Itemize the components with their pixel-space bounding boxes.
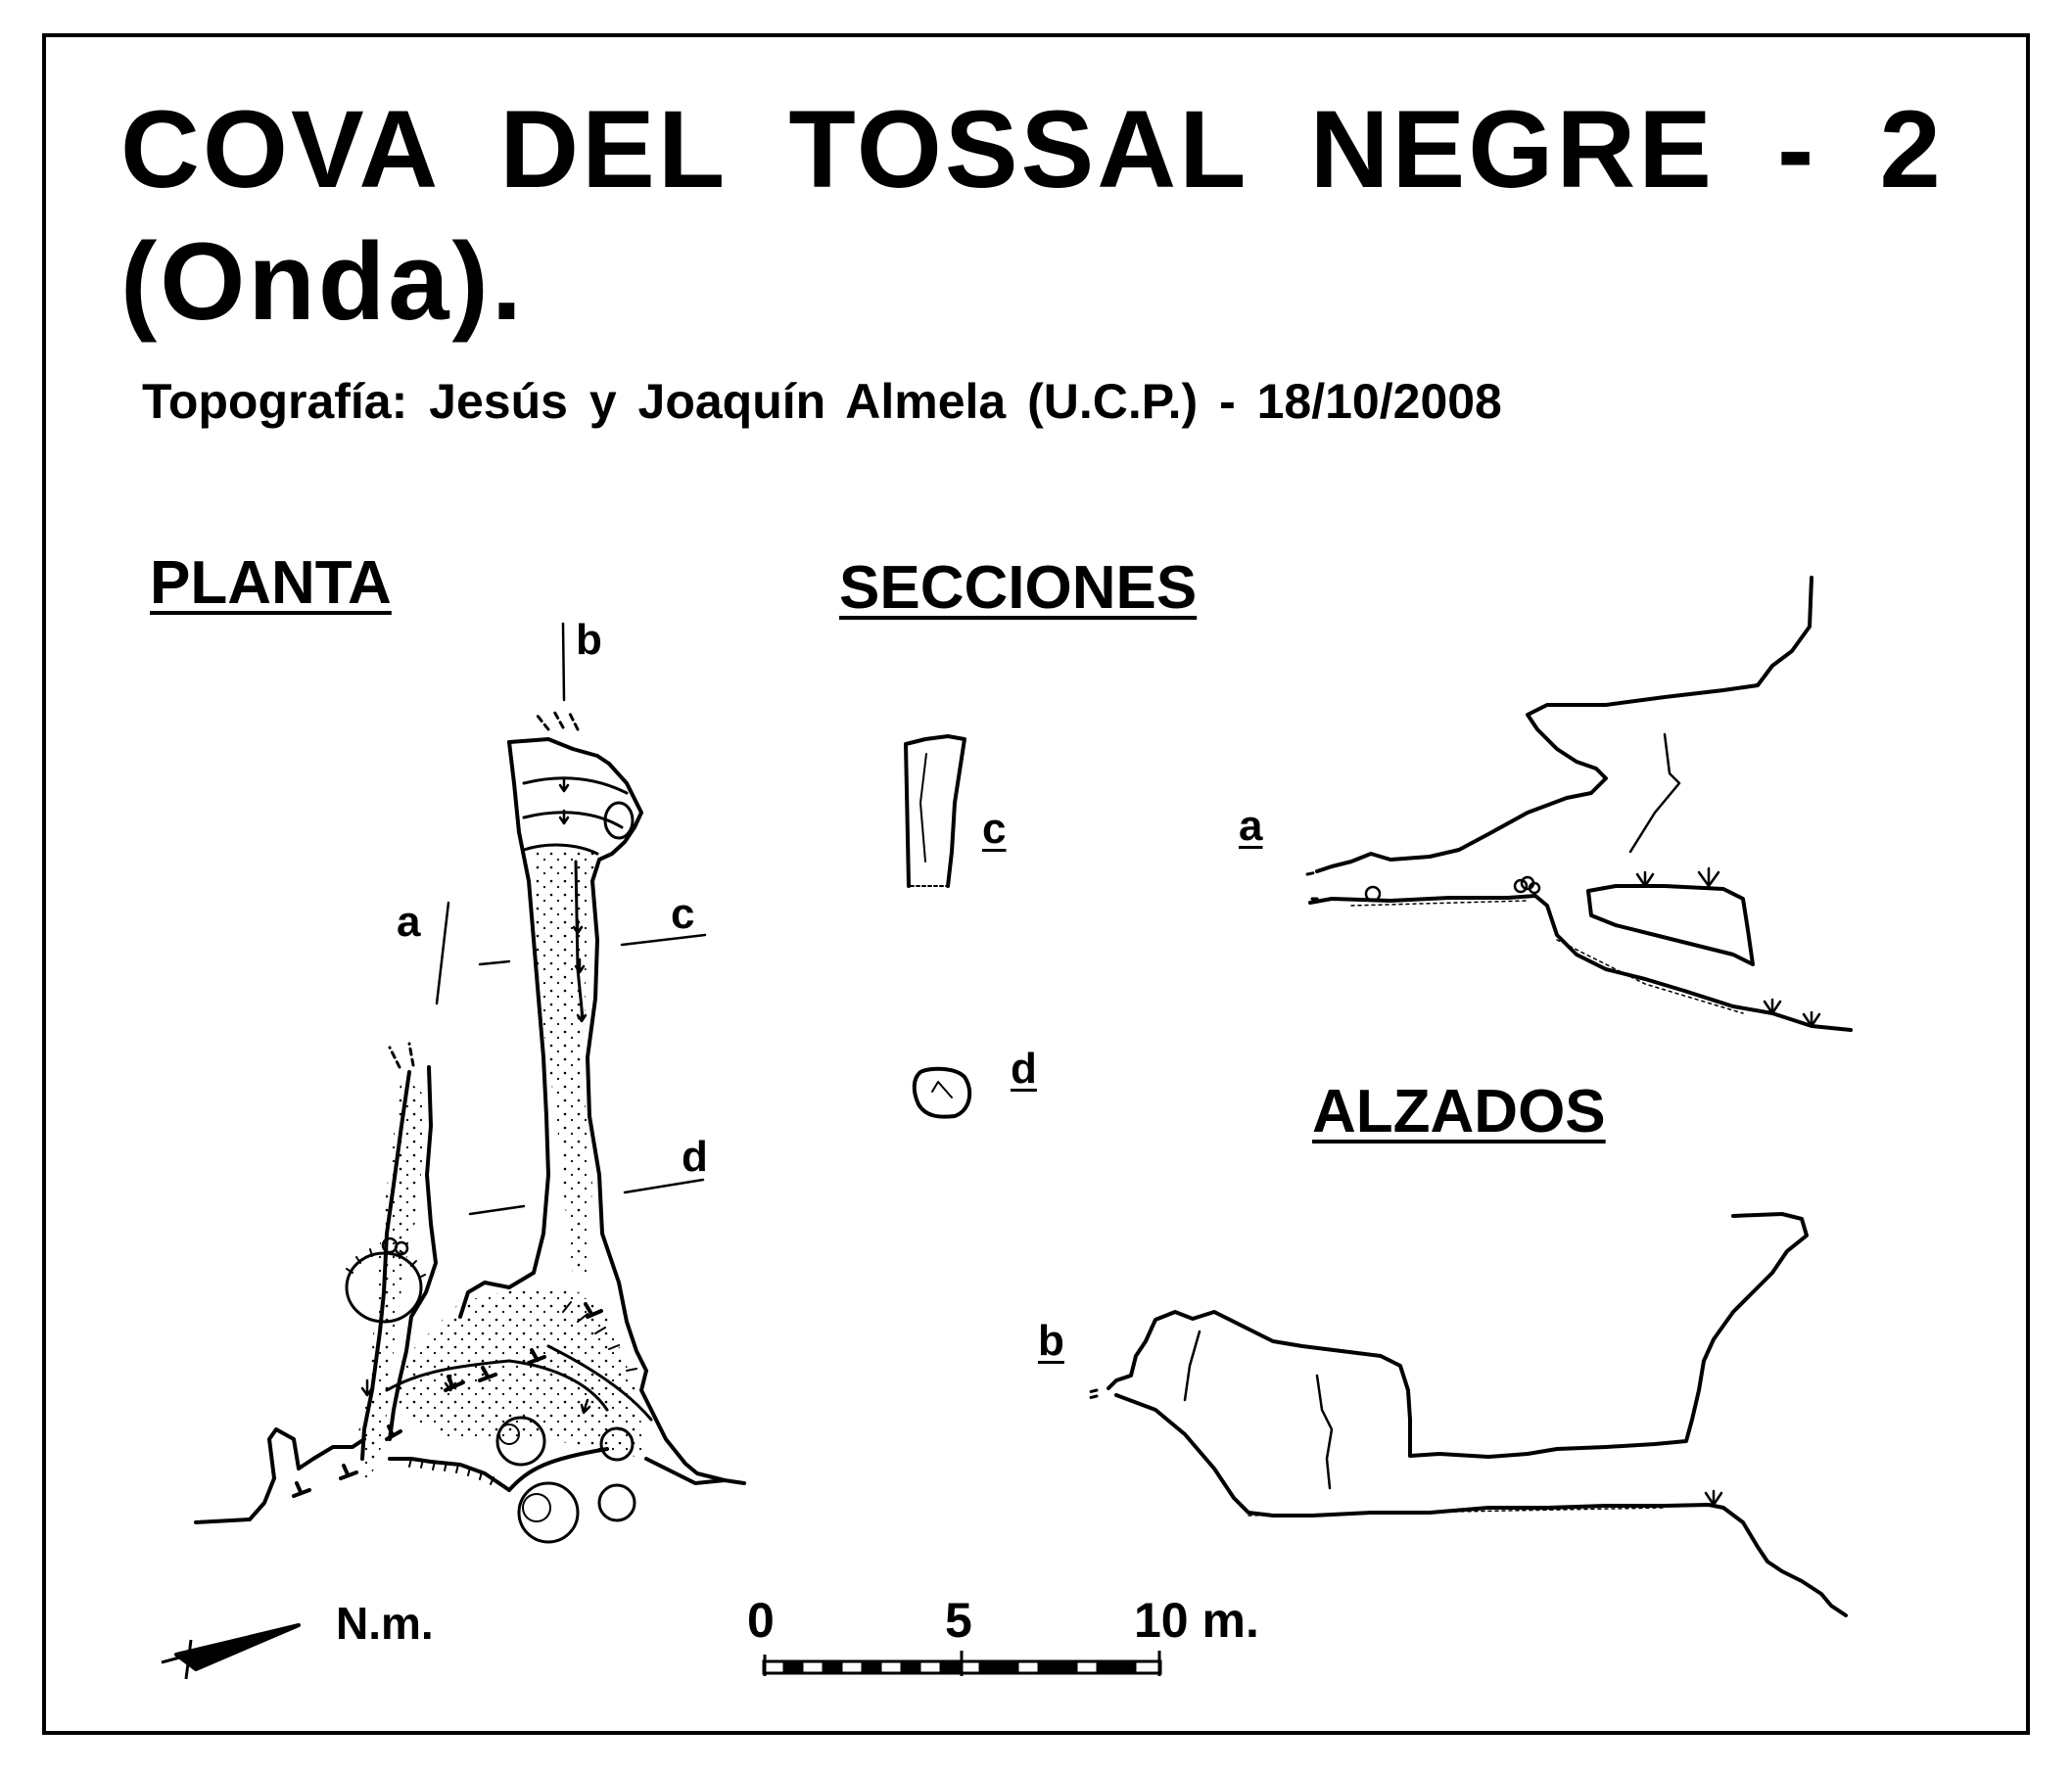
profile-b [1089, 1214, 1846, 1615]
heading-secciones: SECCIONES [839, 554, 1198, 622]
north-arrow-icon [162, 1625, 299, 1679]
section-d-outline [915, 1069, 969, 1117]
plan-section-label-d: d [682, 1133, 708, 1181]
section-label-d: d [1011, 1045, 1037, 1093]
profile-a [1307, 578, 1851, 1030]
title-main: COVA DEL TOSSAL NEGRE - 2 [120, 88, 1944, 210]
heading-alzados: ALZADOS [1312, 1078, 1606, 1145]
plan-section-label-b: b [576, 616, 602, 664]
section-c-outline [906, 736, 965, 886]
sections-view [906, 736, 969, 1117]
north-arrow-label: N.m. [336, 1598, 434, 1649]
section-label-c: c [982, 805, 1007, 853]
title-subtitle: (Onda). [120, 220, 525, 343]
heading-planta: PLANTA [150, 549, 392, 617]
survey-credits: Topografía: Jesús y Joaquín Almela (U.C.P.) - 18/10/2008 [142, 374, 1502, 429]
plan-section-label-a: a [397, 898, 421, 946]
scale-tick-0: 0 [747, 1593, 775, 1648]
scale-bar [764, 1651, 1160, 1676]
profile-label-b: b [1038, 1317, 1064, 1365]
profile-label-a: a [1239, 802, 1263, 850]
plan-section-label-c: c [671, 890, 695, 938]
scale-tick-5: 5 [945, 1593, 972, 1648]
scale-tick-10: 10 m. [1134, 1593, 1259, 1648]
plan-view [196, 624, 744, 1542]
